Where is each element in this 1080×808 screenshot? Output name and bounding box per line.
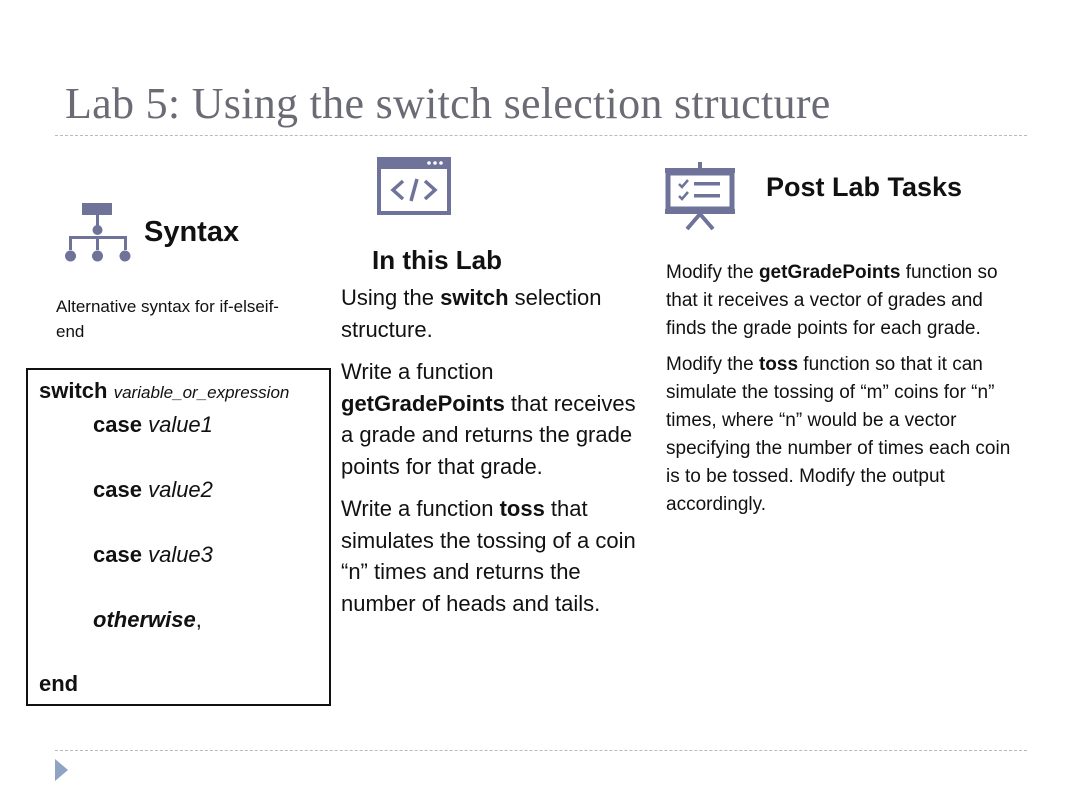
otherwise-punct: , [195, 607, 202, 632]
post-item-2: Modify the toss function so that it can simulate the tossing of “m” coins for “n” times, where “n” would be a vector specifying the number of times each coin is to be tossed. Modify the output accordingly. [666, 354, 1011, 515]
otherwise-line [93, 607, 202, 633]
post-item-1: Modify the getGradePoints function so that it receives a vector of grades and finds the grade points for each grade. [666, 262, 998, 339]
case-line-1 [93, 412, 213, 438]
footer-divider [55, 750, 1027, 751]
lab-item-2: Write a function getGradePoints that receives a grade and returns the grade points for that grade. [341, 359, 636, 479]
title-divider [55, 135, 1027, 136]
code-window-icon [377, 157, 451, 215]
end-line [39, 671, 78, 697]
syntax-description: Alternative syntax for if-elseif-end [56, 297, 279, 341]
case-value: value2 [148, 477, 213, 502]
lab-heading: In this Lab [372, 245, 502, 275]
case-value: value1 [148, 412, 213, 437]
hierarchy-icon [64, 203, 132, 265]
case-value: value3 [148, 542, 213, 567]
otherwise-keyword: otherwise [93, 607, 196, 632]
post-lab-heading: Post Lab Tasks [766, 172, 963, 202]
play-triangle-icon [55, 759, 68, 781]
case-keyword: case [93, 542, 142, 567]
lab-item-3: Write a function toss that simulates the tossing of a coin “n” times and returns the number of heads and tails. [341, 496, 636, 616]
switch-syntax-box [26, 368, 331, 706]
case-line-2 [93, 477, 213, 503]
switch-expression: variable_or_expression [113, 383, 290, 402]
switch-line [39, 378, 289, 404]
presentation-board-icon [665, 162, 735, 230]
post-lab-content [666, 259, 1011, 527]
end-keyword: end [39, 671, 79, 696]
slide-title: Lab 5: Using the switch selection structure [65, 79, 831, 128]
switch-keyword: switch [39, 378, 108, 403]
case-line-3 [93, 542, 213, 568]
case-keyword: case [93, 477, 142, 502]
lab-item-1: Using the switch selection structure. [341, 285, 602, 342]
case-keyword: case [93, 412, 142, 437]
syntax-heading: Syntax [144, 216, 240, 248]
lab-content [341, 282, 641, 630]
